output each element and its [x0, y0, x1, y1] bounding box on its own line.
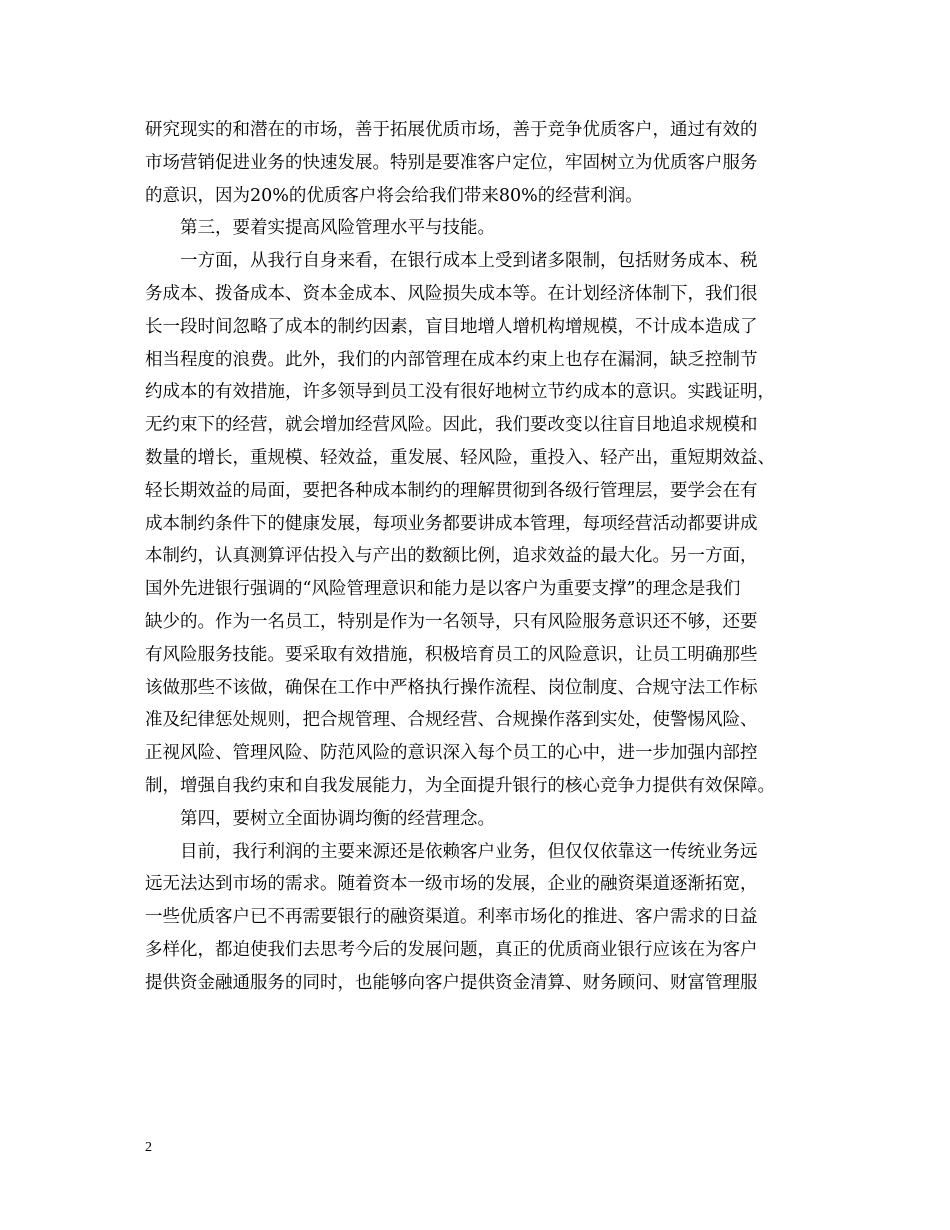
page-number: 2	[145, 1140, 152, 1155]
text-line: 制，增强自我约束和自我发展能力，为全面提升银行的核心竞争力提供有效保障。	[145, 775, 775, 796]
text-line: 提供资金融通服务的同时，也能够向客户提供资金清算、财务顾问、财富管理服	[145, 972, 758, 993]
text-line: 有风险服务技能。要采取有效措施，积极培育员工的风险意识，让员工明确那些	[145, 644, 758, 665]
text-line: 研究现实的和潜在的市场，善于拓展优质市场，善于竞争优质客户，通过有效的	[145, 120, 758, 140]
text-line: 本制约，认真测算评估投入与产出的数额比例，追求效益的最大化。另一方面，	[145, 546, 758, 567]
text-line: 第三，要着实提高风险管理水平与技能。	[180, 218, 495, 239]
text-line: 缺少的。作为一名员工，特别是作为一名领导，只有风险服务意识还不够，还要	[145, 611, 758, 632]
text-line: 国外先进银行强调的“风险管理意识和能力是以客户为重要支撑”的理念是我们	[145, 579, 741, 600]
text-line: 多样化，都迫使我们去思考今后的发展问题，真正的优质商业银行应该在为客户	[145, 939, 758, 960]
text-line: 的意识，因为20%的优质客户将会给我们带来80%的经营利润。	[145, 185, 643, 206]
text-line: 轻长期效益的局面，要把各种成本制约的理解贯彻到各级行管理层，要学会在有	[145, 480, 758, 501]
text-line: 该做那些不该做，确保在工作中严格执行操作流程、岗位制度、合规守法工作标	[145, 677, 758, 698]
text-line: 成本制约条件下的健康发展，每项业务都要讲成本管理，每项经营活动都要讲成	[145, 513, 758, 534]
text-line: 无约束下的经营，就会增加经营风险。因此，我们要改变以往盲目地追求规模和	[145, 415, 758, 436]
text-line: 约成本的有效措施，许多领导到员工没有很好地树立节约成本的意识。实践证明，	[145, 382, 775, 403]
text-line: 务成本、拨备成本、资本金成本、风险损失成本等。在计划经济体制下，我们很	[145, 283, 758, 304]
text-line: 目前，我行利润的主要来源还是依赖客户业务，但仅仅依靠这一传统业务远	[180, 841, 758, 862]
text-line: 相当程度的浪费。此外，我们的内部管理在成本约束上也存在漏洞，缺乏控制节	[145, 349, 758, 370]
text-line: 准及纪律惩处规则，把合规管理、合规经营、合规操作落到实处，使警惕风险、	[145, 710, 758, 731]
document-body	[145, 114, 825, 1000]
text-line: 长一段时间忽略了成本的制约因素，盲目地增人增机构增规模，不计成本造成了	[145, 316, 758, 337]
text-line: 远无法达到市场的需求。随着资本一级市场的发展，企业的融资渠道逐渐拓宽，	[145, 874, 758, 895]
text-line: 一些优质客户已不再需要银行的融资渠道。利率市场化的推进、客户需求的日益	[145, 907, 758, 928]
text-line: 第四，要树立全面协调均衡的经营理念。	[180, 808, 495, 829]
text-line: 正视风险、管理风险、防范风险的意识深入每个员工的心中，进一步加强内部控	[145, 743, 758, 764]
text-line: 数量的增长，重规模、轻效益，重发展、轻风险，重投入、轻产出，重短期效益、	[145, 447, 775, 468]
text-line: 市场营销促进业务的快速发展。特别是要准客户定位，牢固树立为优质客户服务	[145, 152, 758, 173]
text-line: 一方面，从我行自身来看，在银行成本上受到诸多限制，包括财务成本、税	[180, 251, 758, 272]
